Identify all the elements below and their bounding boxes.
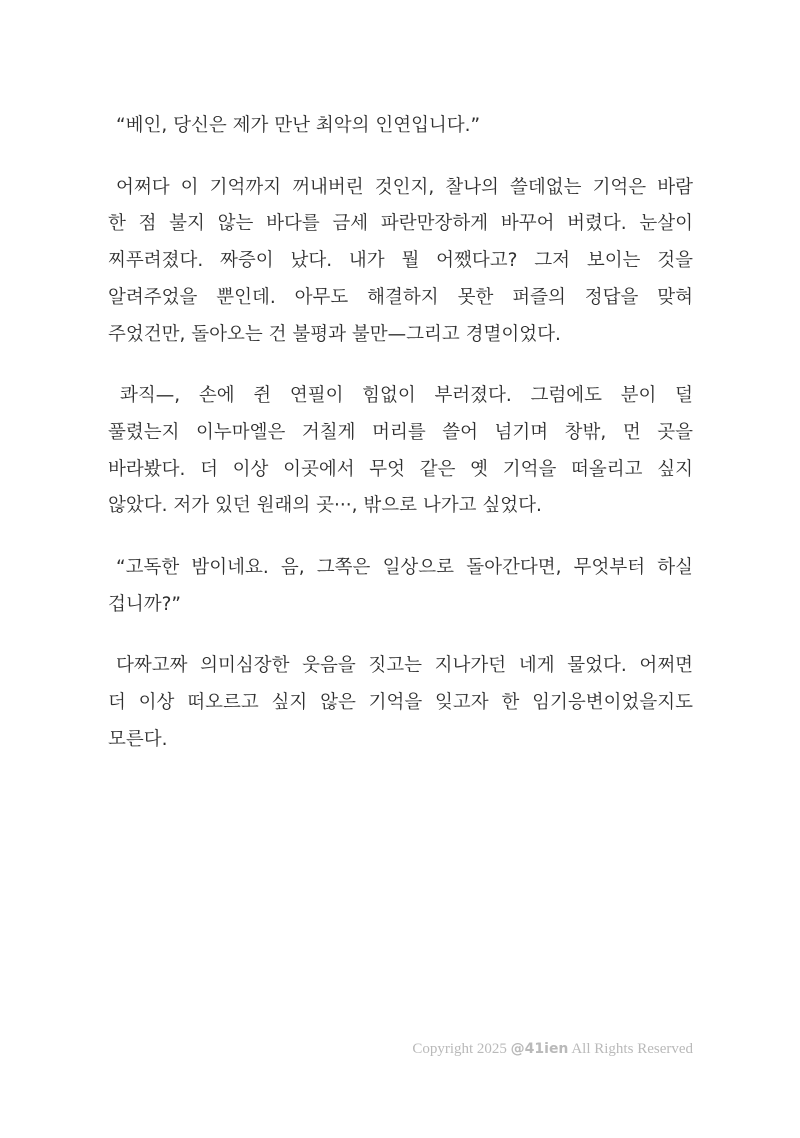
- paragraph-line: 더 이상 떠오르고 싶지 않은 기억을 잊고자 한 임기응변이었을지도: [108, 692, 693, 714]
- document-body: [108, 108, 693, 784]
- paragraph-line: “베인, 당신은 제가 만난 최악의 인연입니다.”: [116, 115, 481, 136]
- paragraph-line: 어쩌다 이 기억까지 꺼내버린 것인지, 찰나의 쓸데없는 기억은 바람: [116, 176, 693, 198]
- paragraph-line: 알려주었을 뿐인데. 아무도 해결하지 못한 퍼즐의 정답을 맞혀: [108, 286, 693, 308]
- paragraph-line: 다짜고짜 의미심장한 웃음을 짓고는 지나가던 네게 물었다. 어쩌면: [116, 655, 693, 677]
- paragraph-line: 콰직—, 손에 쥔 연필이 힘없이 부러졌다. 그럼에도 분이 덜: [120, 385, 693, 407]
- rights-text: All Rights Reserved: [571, 1041, 693, 1057]
- paragraph-2: [108, 170, 693, 354]
- paragraph-line: “고독한 밤이네요. 음, 그쪽은 일상으로 돌아간다면, 무엇부터 하실: [116, 557, 693, 579]
- paragraph-line: 주었건만, 돌아오는 건 불평과 불만—그리고 경멸이었다.: [108, 323, 561, 345]
- paragraph-line: 한 점 불지 않는 바다를 금세 파란만장하게 바꾸어 버렸다. 눈살이: [108, 213, 693, 235]
- paragraph-line: 겁니까?”: [108, 593, 182, 615]
- paragraph-line: 바라봤다. 더 이상 이곳에서 무엇 같은 옛 기억을 떠올리고 싶지: [108, 458, 693, 480]
- paragraph-line: 않았다. 저가 있던 원래의 곳···, 밖으로 나가고 싶었다.: [108, 495, 542, 517]
- paragraph-1: [108, 108, 693, 145]
- paragraph-3: [108, 378, 693, 525]
- paragraph-5: [108, 648, 693, 758]
- author-handle: @41ien: [510, 1041, 569, 1057]
- paragraph-line: 찌푸려졌다. 짜증이 났다. 내가 뭘 어쨌다고? 그저 보이는 것을: [108, 250, 693, 272]
- paragraph-line: 모른다.: [108, 728, 168, 750]
- copyright-footer: [412, 1041, 693, 1058]
- copyright-text: Copyright 2025: [412, 1041, 507, 1057]
- paragraph-line: 풀렸는지 이누마엘은 거칠게 머리를 쓸어 넘기며 창밖, 먼 곳을: [108, 421, 693, 443]
- paragraph-4: [108, 550, 693, 623]
